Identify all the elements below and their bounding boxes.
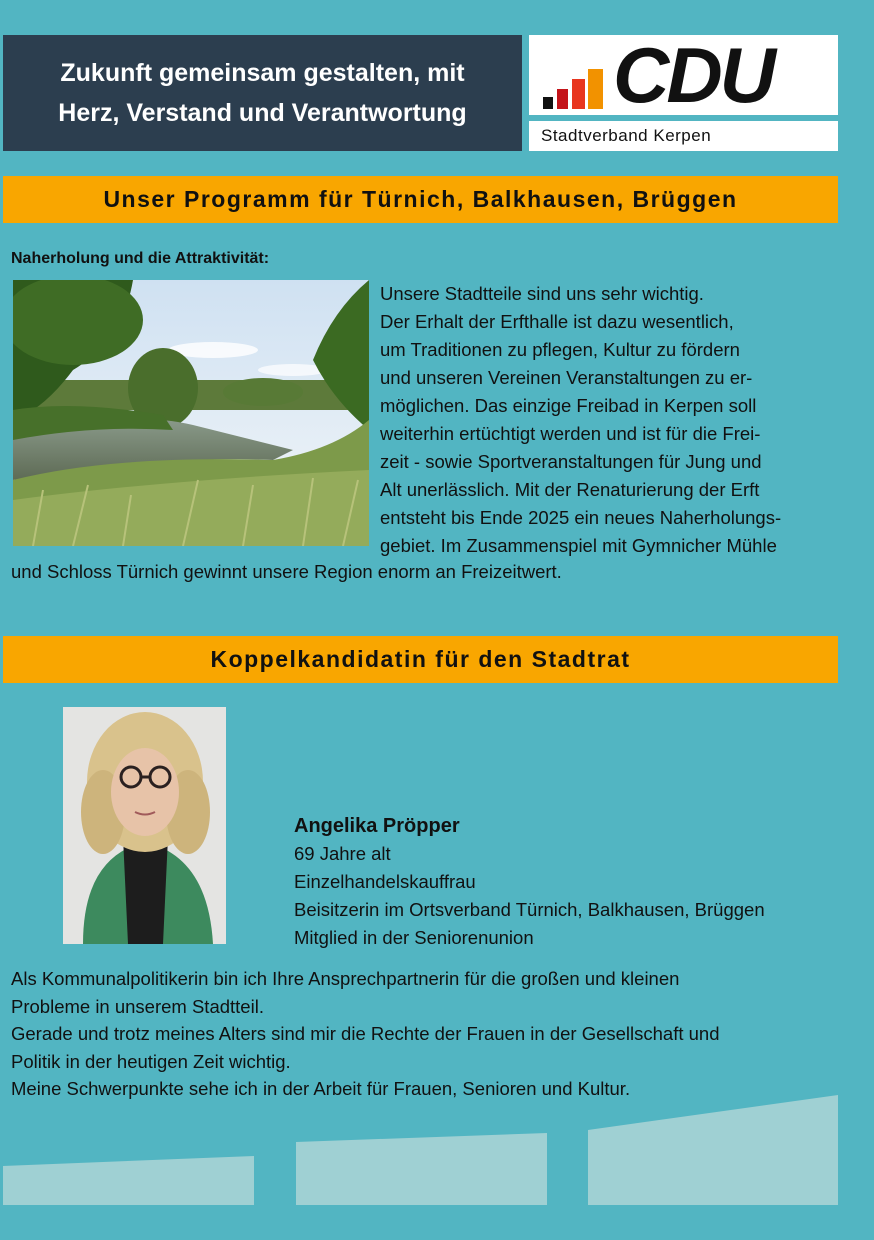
program-line-2: Der Erhalt der Erfthalle ist dazu wesentlich,	[380, 311, 734, 332]
subheading-naherholung: Naherholung und die Attraktivität:	[11, 250, 270, 267]
candidate-line-4: Politik in der heutigen Zeit wichtig.	[11, 1050, 291, 1072]
candidate-line-3: Gerade und trotz meines Alters sind mir die Rechte der Frauen in der Gesellschaft und	[11, 1023, 720, 1044]
logo-bars-icon	[543, 69, 603, 109]
candidate-paragraph	[11, 965, 851, 1103]
candidate-banner: Koppelkandidatin für den Stadtrat	[3, 636, 838, 683]
candidate-age: 69 Jahre alt	[294, 843, 391, 864]
slogan-line-2: Herz, Verstand und Verantwortung	[58, 99, 467, 127]
logo-subtitle: Stadtverband Kerpen	[529, 121, 838, 151]
candidate-role-1: Beisitzerin im Ortsverband Türnich, Balkhausen, Brüggen	[294, 899, 765, 920]
program-line-8: Alt unerlässlich. Mit der Renaturierung der Erft	[380, 479, 760, 500]
candidate-info	[294, 812, 765, 952]
program-line-7: zeit - sowie Sportveranstaltungen für Jung und	[380, 451, 762, 472]
program-banner: Unser Programm für Türnich, Balkhausen, Brüggen	[3, 176, 838, 223]
candidate-line-2: Probleme in unserem Stadtteil.	[11, 995, 264, 1017]
candidate-line-5: Meine Schwerpunkte sehe ich in der Arbeit für Frauen, Senioren und Kultur.	[11, 1078, 631, 1099]
program-line-5: möglichen. Das einzige Freibad in Kerpen soll	[380, 395, 757, 416]
cdu-logo	[529, 31, 838, 119]
program-last-line: und Schloss Türnich gewinnt unsere Region enorm an Freizeitwert.	[11, 561, 562, 582]
decorative-steps	[0, 1090, 874, 1240]
slogan-line-1: Zukunft gemeinsam gestalten, mit	[60, 59, 465, 87]
program-paragraph	[380, 280, 840, 560]
river-landscape-photo	[13, 280, 369, 546]
candidate-profession: Einzelhandelskauffrau	[294, 871, 476, 892]
slogan-box	[3, 35, 522, 151]
candidate-name: Angelika Pröpper	[294, 815, 460, 837]
program-line-1: Unsere Stadtteile sind uns sehr wichtig.	[380, 283, 704, 304]
program-line-4: und unseren Vereinen Veranstaltungen zu er-	[380, 367, 753, 388]
candidate-line-1: Als Kommunalpolitikerin bin ich Ihre Ansprechpartnerin für die großen und kleinen	[11, 968, 680, 989]
program-line-6: weiterhin ertüchtigt werden und ist für die Frei-	[380, 423, 761, 444]
candidate-role-2: Mitglied in der Seniorenunion	[294, 927, 534, 948]
program-line-10: gebiet. Im Zusammenspiel mit Gymnicher Mühle	[380, 535, 777, 556]
program-line-3: um Traditionen zu pflegen, Kultur zu fördern	[380, 339, 740, 360]
logo-wordmark: CDU	[613, 31, 773, 119]
program-line-9: entsteht bis Ende 2025 ein neues Naherholungs-	[380, 507, 782, 528]
candidate-portrait-photo	[63, 707, 226, 944]
